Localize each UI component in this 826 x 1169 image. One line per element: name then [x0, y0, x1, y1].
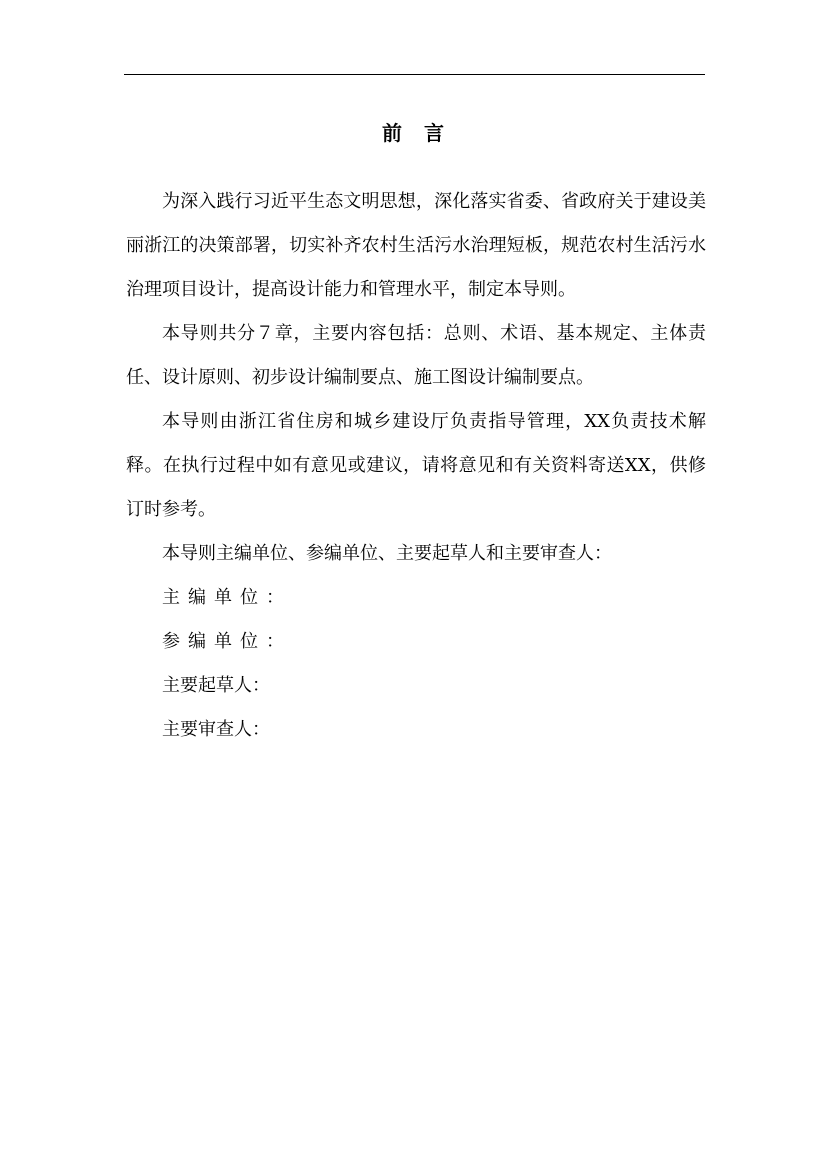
- field-chief-editor-unit: 主编单位：: [162, 587, 292, 608]
- header-rule: [124, 74, 705, 75]
- field-main-drafters: 主要起草人：: [162, 675, 270, 696]
- paragraph-contents: 本导则共分７章，主要内容包括：总则、术语、基本规定、主体责任、设计原则、初步设计编制要点、施工图设计编制要点。: [126, 323, 706, 388]
- field-main-reviewers: 主要审查人：: [162, 719, 270, 740]
- field-co-editor-units: 参编单位：: [162, 631, 292, 652]
- paragraph-units-intro: 本导则主编单位、参编单位、主要起草人和主要审查人：: [162, 543, 612, 564]
- paragraph-management: 本导则由浙江省住房和城乡建设厅负责指导管理，XX负责技术解释。在执行过程中如有意见或建议，请将意见和有关资料寄送XX，供修订时参考。: [126, 411, 706, 520]
- page-title: 前言: [382, 121, 466, 145]
- paragraph-intro: 为深入践行习近平生态文明思想，深化落实省委、省政府关于建设美丽浙江的决策部署，切实补齐农村生活污水治理短板，规范农村生活污水治理项目设计，提高设计能力和管理水平，制定本导则。: [126, 191, 706, 300]
- body-text: [126, 180, 706, 752]
